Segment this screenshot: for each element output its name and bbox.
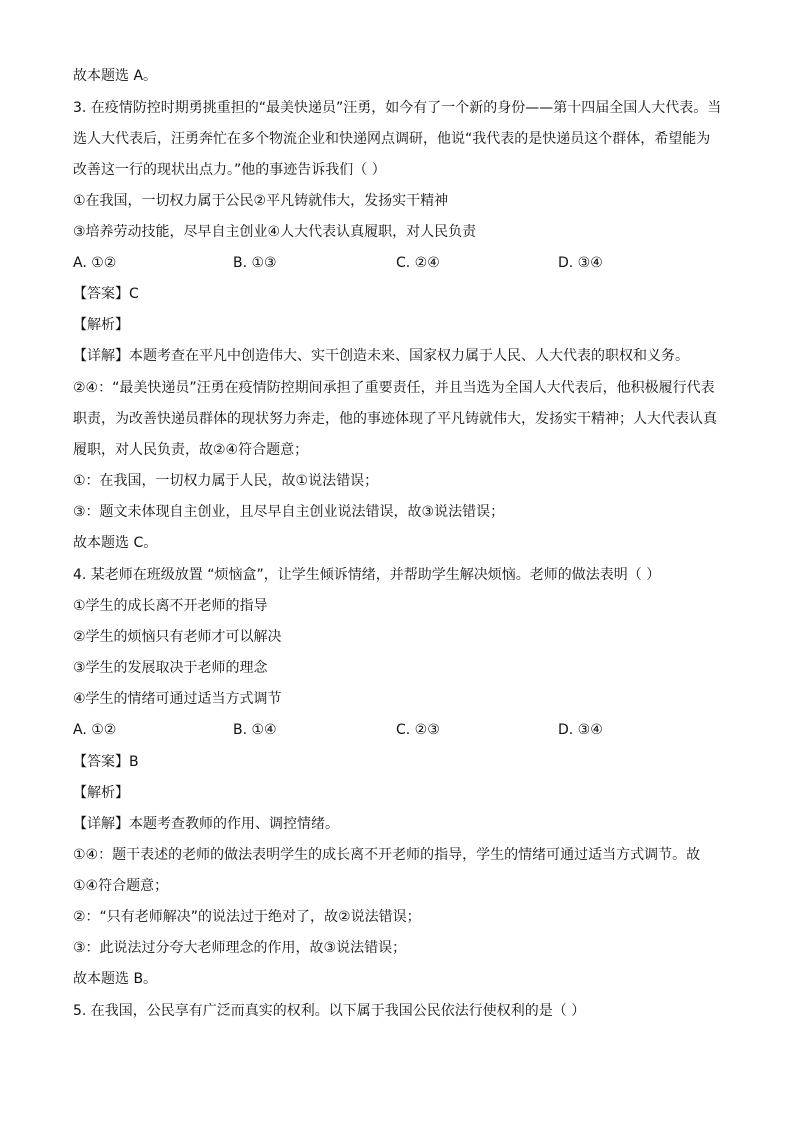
question-3-stem: 3. 在疫情防控时期勇挑重担的“最美快递员”汪勇，如今有了一个新的身份——第十四届全国人大代表。当 xyxy=(73,100,722,116)
text-line: 选人大代表后，汪勇奔忙在多个物流企业和快递网点调研，他说“我代表的是快递员这个群体，希望能为 xyxy=(73,131,711,147)
analysis-label: 【解析】 xyxy=(73,785,129,801)
text-line: 职责，为改善快递员群体的现状努力奔走，他的事迹体现了平凡铸就伟大，发扬实干精神；人大代表认真 xyxy=(73,411,717,427)
q3-option-d: D. ③④ xyxy=(558,255,603,271)
text-line: ①：在我国，一切权力属于人民，故①说法错误； xyxy=(73,473,379,489)
text-line: ③：此说法过分夸大老师理念的作用，故③说法错误； xyxy=(73,940,407,956)
text-line: 故本题选 A。 xyxy=(73,68,158,84)
text-line: ①④符合题意； xyxy=(73,878,169,894)
text-line: ③：题文未体现自主创业，且尽早自主创业说法错误，故③说法错误； xyxy=(73,504,505,520)
text-line: ②④：“最美快递员”汪勇在疫情防控期间承担了重要责任，并且当选为全国人大代表后，他积极履行代表 xyxy=(73,380,715,396)
text-line: 改善这一行的现状出点力。”他的事迹告诉我们（ ） xyxy=(73,162,386,178)
question-5-stem: 5. 在我国，公民享有广泛而真实的权利。以下属于我国公民依法行使权利的是（ ） xyxy=(73,1003,586,1019)
text-line: 故本题选 B。 xyxy=(73,971,158,987)
text-line: 故本题选 C。 xyxy=(73,535,158,551)
answer-label: 【答案】C xyxy=(73,286,139,302)
q4-option-c: C. ②③ xyxy=(396,722,440,738)
q3-option-a: A. ①② xyxy=(73,255,117,271)
detail-line: 【详解】本题考查教师的作用、调控情绪。 xyxy=(73,816,339,832)
text-line: 履职，对人民负责，故②④符合题意； xyxy=(73,442,309,458)
q4-option-d: D. ③④ xyxy=(558,722,603,738)
statement-line: ③学生的发展取决于老师的理念 xyxy=(73,660,268,676)
analysis-label: 【解析】 xyxy=(73,317,129,333)
answer-label: 【答案】B xyxy=(73,754,139,770)
statement-line: ①在我国，一切权力属于公民②平凡铸就伟大，发扬实干精神 xyxy=(73,193,449,209)
detail-line: 【详解】本题考查在平凡中创造伟大、实干创造未来、国家权力属于人民、人大代表的职权和义务。 xyxy=(73,348,689,364)
q4-option-a: A. ①② xyxy=(73,722,117,738)
statement-line: ②学生的烦恼只有老师才可以解决 xyxy=(73,629,282,645)
statement-line: ④学生的情绪可通过适当方式调节 xyxy=(73,691,282,707)
question-4-stem: 4. 某老师在班级放置 “烦恼盒”，让学生倾诉情绪，并帮助学生解决烦恼。老师的做法表明（ ） xyxy=(73,567,661,583)
text-line: ②：“只有老师解决”的说法过于绝对了，故②说法错误； xyxy=(73,909,421,925)
text-line: ①④：题干表述的老师的做法表明学生的成长离不开老师的指导，学生的情绪可通过适当方式调节。故 xyxy=(73,847,701,863)
q4-option-b: B. ①④ xyxy=(233,722,277,738)
q3-option-c: C. ②④ xyxy=(396,255,440,271)
q3-option-b: B. ①③ xyxy=(233,255,277,271)
statement-line: ①学生的成长离不开老师的指导 xyxy=(73,598,268,614)
statement-line: ③培养劳动技能，尽早自主创业④人大代表认真履职，对人民负责 xyxy=(73,224,477,240)
